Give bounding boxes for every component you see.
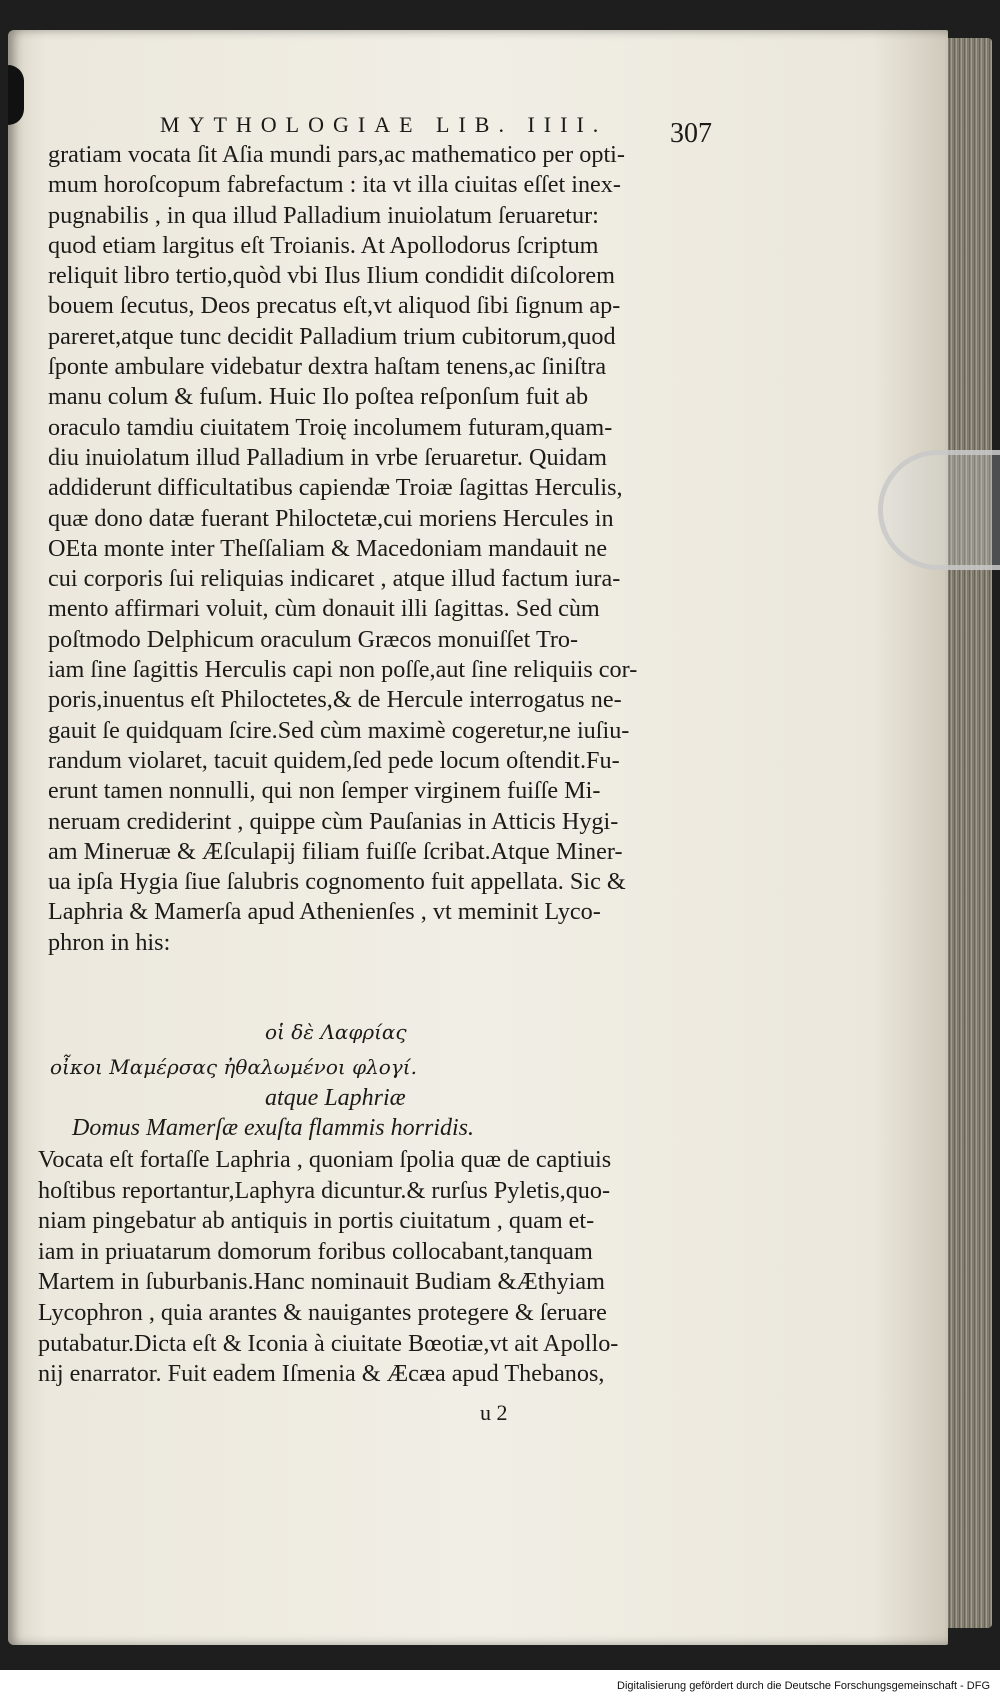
greek-verse-line-1: οἱ δὲ Λαφρίας bbox=[265, 1020, 407, 1044]
text-line: poris,inuentus eſt Philoctetes,& de Hercule interrogatus ne- bbox=[48, 686, 622, 714]
page-block-edge bbox=[948, 38, 992, 1628]
text-line: nij enarrator. Fuit eadem Iſmenia & Æcæa apud Thebanos, bbox=[38, 1360, 605, 1388]
text-line: hoſtibus reportantur,Laphyra dicuntur.& rurſus Pyletis,quo- bbox=[38, 1176, 611, 1204]
text-line: Vocata eſt fortaſſe Laphria , quoniam ſpolia quæ de captiuis bbox=[38, 1146, 612, 1173]
text-line: erunt tamen nonnulli, qui non ſemper virginem fuiſſe Mi- bbox=[48, 777, 601, 805]
signature-mark: u 2 bbox=[480, 1400, 508, 1425]
text-line: am Mineruæ & Æſculapij filiam fuiſſe ſcribat.Atque Miner- bbox=[48, 837, 623, 865]
text-line: bouem ſecutus, Deos precatus eſt,vt aliquod ſibi ſignum ap- bbox=[48, 292, 621, 320]
text-line: gauit ſe quidquam ſcire.Sed cùm maximè cogeretur,ne iuſiu- bbox=[48, 716, 630, 744]
latin-verse-line-2: Domus Mamerſæ exuſta flammis horridis. bbox=[72, 1115, 474, 1141]
text-line: cui corporis ſui reliquias indicaret , atque illud factum iura- bbox=[48, 565, 621, 593]
text-line: iam ſine ſagittis Herculis capi non poſſe,aut ſine reliquiis cor- bbox=[48, 656, 638, 684]
paragraph-2 bbox=[38, 1145, 738, 1390]
text-line: niam pingebatur ab antiquis in portis ciuitatum , quam et- bbox=[38, 1207, 595, 1235]
text-line: neruam crediderint , quippe cùm Pauſanias in Atticis Hygi- bbox=[48, 807, 619, 835]
text-line: mum horoſcopum fabrefactum : ita vt illa ciuitas eſſet inex- bbox=[48, 171, 621, 199]
text-line: addiderunt difficultatibus capiendæ Troiæ ſagittas Herculis, bbox=[48, 474, 623, 502]
text-line: Lycophron , quia arantes & nauigantes protegere & ſeruare bbox=[38, 1298, 607, 1326]
page-number: 307 bbox=[670, 118, 712, 149]
text-line: diu inuiolatum illud Palladium in vrbe ſeruaretur. Quidam bbox=[48, 443, 607, 471]
text-line: putabatur.Dicta eſt & Iconia à ciuitate Bœotiæ,vt ait Apollo- bbox=[38, 1329, 619, 1357]
text-line: phron in his: bbox=[48, 928, 171, 956]
text-line: reliquit libro tertio,quòd vbi Ilus Ilium condidit diſcolorem bbox=[48, 262, 615, 290]
text-line: ua ipſa Hygia ſiue ſalubris cognomento fuit appellata. Sic & bbox=[48, 868, 626, 896]
text-line: pugnabilis , in qua illud Palladium inuiolatum ſeruaretur: bbox=[48, 201, 599, 229]
text-line: randum violaret, tacuit quidem,ſed pede locum oſtendit.Fu- bbox=[48, 746, 620, 774]
paragraph-1 bbox=[48, 140, 738, 958]
latin-verse-line-1: atque Laphriæ bbox=[265, 1085, 406, 1111]
text-line: oraculo tamdiu ciuitatem Troię incolumem futuram,quam- bbox=[48, 413, 613, 441]
text-line: OEta monte inter Theſſaliam & Macedoniam mandauit ne bbox=[48, 534, 608, 562]
text-line: poſtmodo Delphicum oraculum Græcos monuiſſet Tro- bbox=[48, 625, 579, 653]
text-line: iam in priuatarum domorum foribus collocabant,tanquam bbox=[38, 1237, 593, 1265]
text-line: Martem in ſuburbanis.Hanc nominauit Budiam &Æthyiam bbox=[38, 1268, 605, 1296]
page-clip bbox=[878, 450, 1000, 570]
greek-verse-line-2: οἶκοι Μαμέρσας ἠθαλωμένοι φλογί. bbox=[50, 1055, 417, 1079]
text-line: manu colum & fuſum. Huic Ilo poſtea reſponſum fuit ab bbox=[48, 383, 589, 411]
text-line: gratiam vocata ſit Aſia mundi pars,ac mathematico per opti- bbox=[48, 141, 625, 168]
text-line: quod etiam largitus eſt Troianis. At Apollodorus ſcriptum bbox=[48, 231, 599, 259]
binding-shadow bbox=[8, 65, 24, 125]
text-line: quæ dono datæ fuerant Philoctetæ,cui moriens Hercules in bbox=[48, 504, 614, 532]
text-line: pareret,atque tunc decidit Palladium trium cubitorum,quod bbox=[48, 322, 616, 350]
text-line: mento affirmari voluit, cùm donauit illi ſagittas. Sed cùm bbox=[48, 595, 600, 623]
digitization-credit: Digitalisierung gefördert durch die Deutsche Forschungsgemeinschaft - DFG bbox=[617, 1680, 990, 1692]
text-line: ſponte ambulare videbatur dextra haſtam tenens,ac ſiniſtra bbox=[48, 353, 607, 381]
text-line: Laphria & Mamerſa apud Athenienſes , vt meminit Lyco- bbox=[48, 898, 601, 926]
running-head: MYTHOLOGIAE LIB. IIII. bbox=[160, 112, 608, 137]
